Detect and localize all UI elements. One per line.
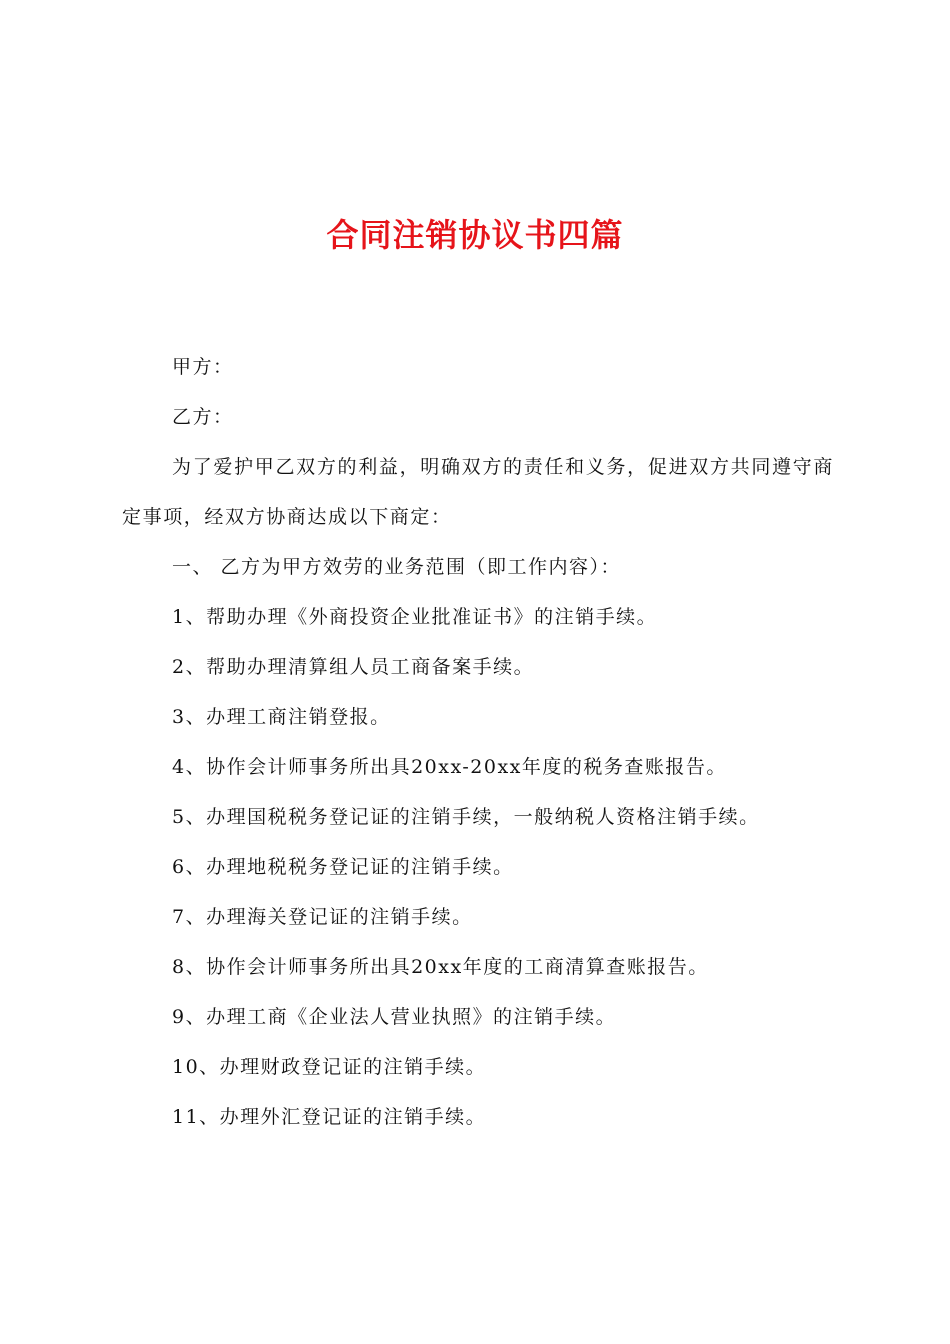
list-item: 11、办理外汇登记证的注销手续。 (172, 1106, 487, 1128)
party-b-line: 乙方： (172, 406, 234, 428)
document-body (122, 342, 834, 1142)
section-heading: 一、 乙方为甲方效劳的业务范围（即工作内容）： (172, 556, 622, 578)
list-item: 6、办理地税税务登记证的注销手续。 (172, 856, 514, 878)
intro-paragraph: 为了爱护甲乙双方的利益，明确双方的责任和义务，促进双方共同遵守商定事项，经双方协商达成以下商定： (122, 456, 834, 528)
list-item: 7、办理海关登记证的注销手续。 (172, 906, 473, 928)
party-a-line: 甲方： (172, 356, 234, 378)
list-item: 5、办理国税税务登记证的注销手续，一般纳税人资格注销手续。 (172, 806, 760, 828)
list-item: 2、帮助办理清算组人员工商备案手续。 (172, 656, 535, 678)
list-item: 3、办理工商注销登报。 (172, 706, 391, 728)
list-item: 10、办理财政登记证的注销手续。 (172, 1056, 487, 1078)
document-title: 合同注销协议书四篇 (326, 216, 624, 254)
list-item: 4、协作会计师事务所出具20xx-20xx年度的税务查账报告。 (172, 756, 727, 778)
list-item: 9、办理工商《企业法人营业执照》的注销手续。 (172, 1006, 617, 1028)
list-item: 8、协作会计师事务所出具20xx年度的工商清算查账报告。 (172, 956, 709, 978)
list-item: 1、帮助办理《外商投资企业批准证书》的注销手续。 (172, 606, 658, 628)
